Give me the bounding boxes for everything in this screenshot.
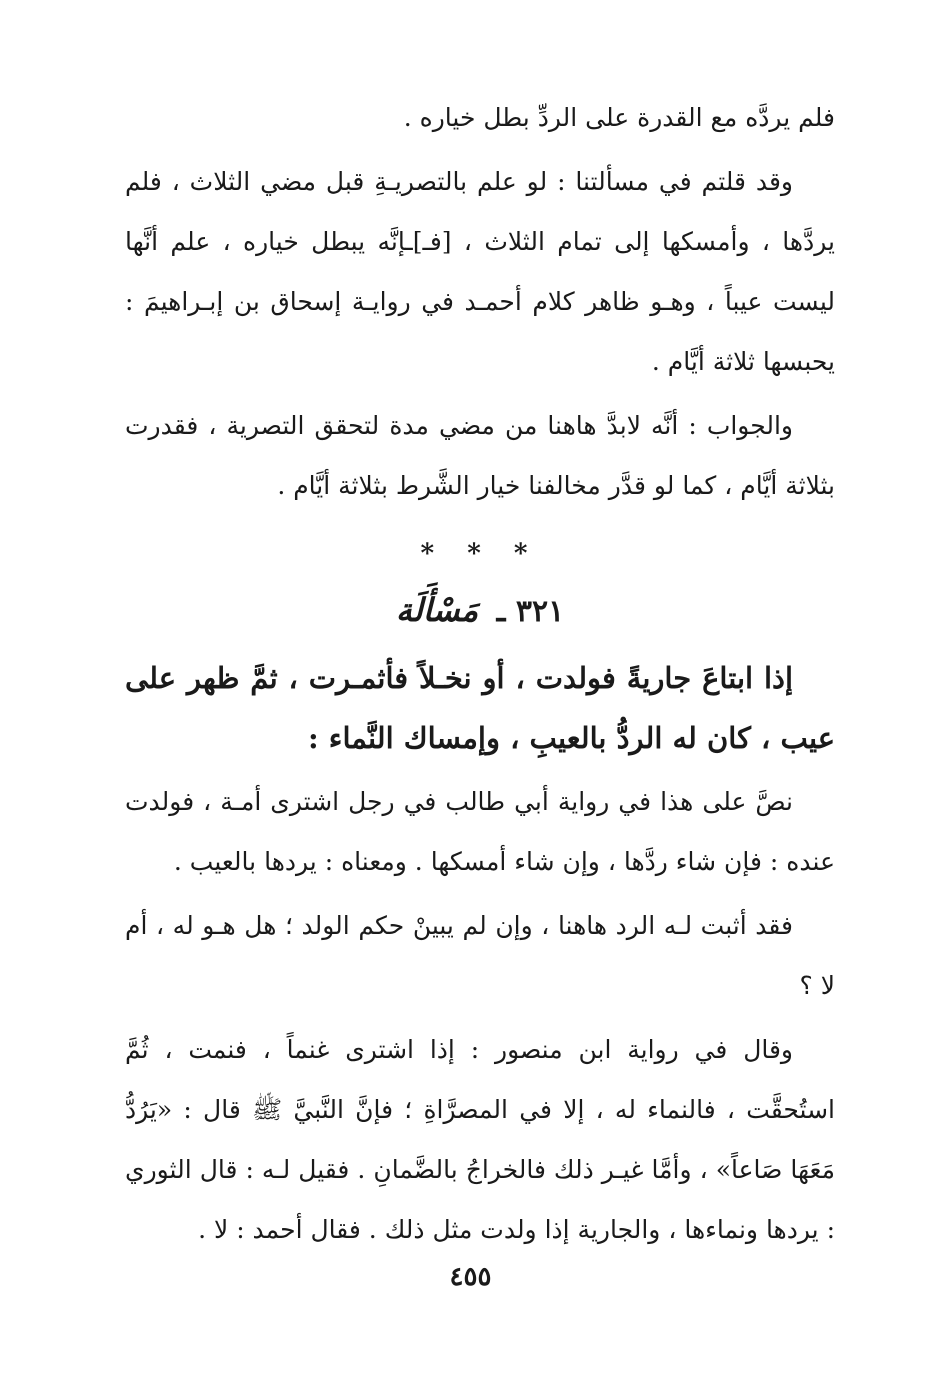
paragraph: فلم يردَّه مع القدرة على الردِّ بطل خياره . [403, 103, 835, 132]
paragraph: وقال في رواية ابن منصور : إذا اشترى غنماً ، فنمت ، ثُمَّ استُحقَّت ، فالنماء له ، إلا في المصرَّاةِ ؛ فإنَّ النَّبيَّ ﷺ قال : «يَرُدُّ مَعَهَا صَاعاً» ، وأمَّا غيـر ذلك فالخراجُ بالضَّمانِ . فقيل لـه : قال الثوري : يردها ونماءها ، والجارية إذا ولدت مثل ذلك . فقال أحمد : لا . [125, 1035, 835, 1244]
paragraph: وقد قلتم في مسألتنا : لو علم بالتصريـةِ قبل مضي الثلاث ، فلم يردَّها ، وأمسكها إلى تمام الثلاث ، [فـ]ـإنَّه يبطل خياره ، علم أنَّها ليست عيباً ، وهـو ظاهر كلام أحمـد في روايـة إسحاق بن إبـراهيمَ : يحبسها ثلاثة أيَّام . [125, 167, 835, 376]
paragraph: فقد أثبت لـه الرد هاهنا ، وإن لم يبينْ حكم الولد ؛ هل هـو له ، أم لا ؟ [125, 911, 835, 1000]
rule-statement: إذا ابتاعَ جاريةً فولدت ، أو نخـلاً فأثمـرت ، ثمَّ ظهر على عيب ، كان له الردُّ بالعيبِ ، وإمساك النَّماء : [125, 661, 835, 755]
page-number: ٤٥٥ [449, 1262, 492, 1292]
section-number: ٣٢١ ـ [496, 594, 565, 629]
paragraph: والجواب : أنَّه لابدَّ هاهنا من مضي مدة لتحقق التصرية ، فقدرت بثلاثة أيَّام ، كما لو قدَّر مخالفنا خيار الشَّرط بثلاثة أيَّام . [125, 411, 835, 500]
section-separator: * * * [420, 539, 540, 569]
page-body [125, 88, 835, 1260]
section-heading [125, 578, 835, 642]
section-title: مَسْأَلَة [395, 591, 479, 629]
paragraph: نصَّ على هذا في رواية أبي طالب في رجل اشترى أمـة ، فولدت عنده : فإن شاء ردَّها ، وإن شاء أمسكها . ومعناه : يردها بالعيب . [125, 787, 835, 876]
